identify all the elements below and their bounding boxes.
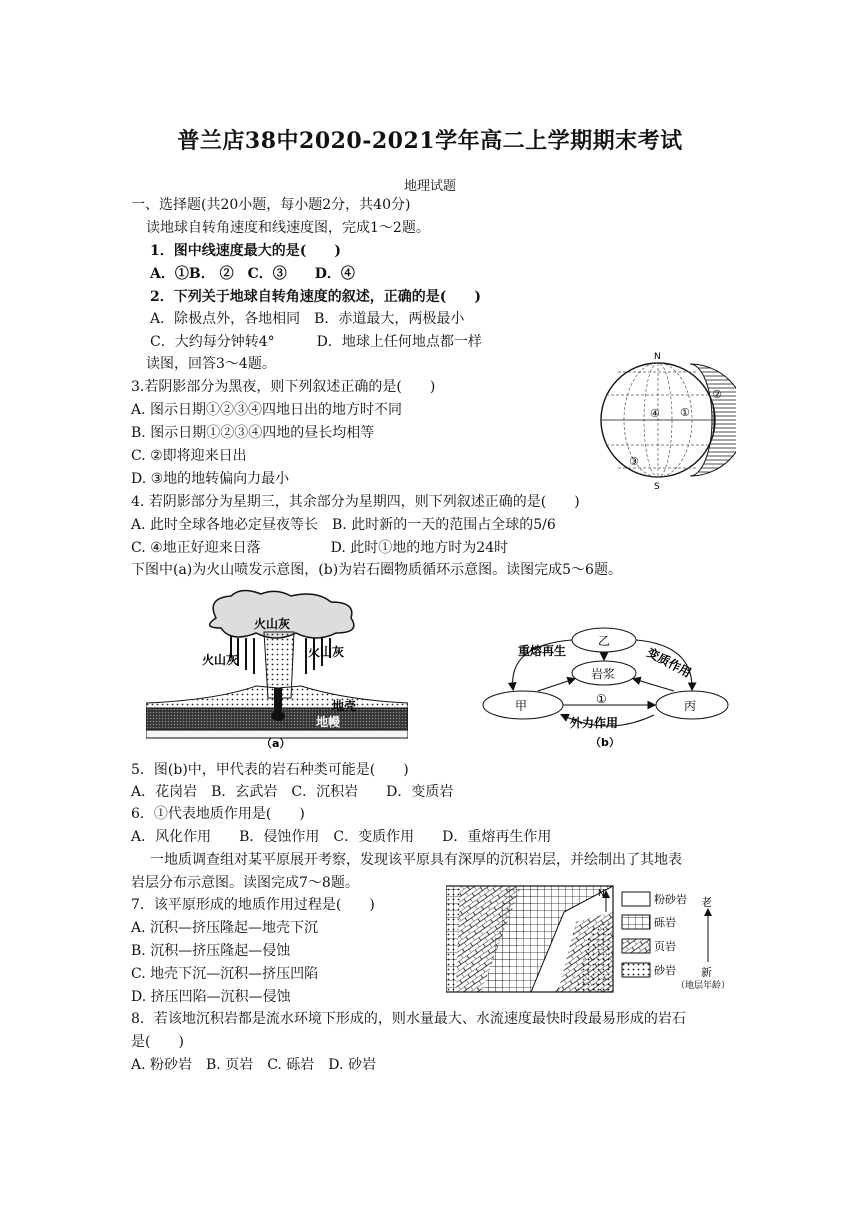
legend-sandstone-label: 砂岩 (654, 964, 676, 977)
magma-chamber (271, 711, 285, 721)
globe-north-label: N (654, 352, 661, 362)
legend-shale-swatch (622, 939, 650, 953)
metamorphism-label: 变质作用 (644, 645, 694, 681)
node-bing-label: 丙 (684, 699, 697, 713)
intro-q3-4: 读图，回答3～4题。 (146, 356, 276, 372)
q2-options-cd: C．大约每分钟转4° D．地球上任何地点都一样 (150, 334, 482, 350)
q7-option-d: D. 挤压凹陷—沉积—侵蚀 (131, 989, 291, 1005)
q8-options: A. 粉砂岩 B. 页岩 C. 砾岩 D. 砂岩 (131, 1057, 376, 1073)
q7-stem: 7．该平原形成的地质作用过程是( ) (131, 897, 375, 913)
ash-label-right: 火山灰 (308, 645, 345, 659)
globe-point-4: ④ (650, 407, 660, 420)
q6-stem: 6．①代表地质作用是( ) (131, 806, 305, 822)
crust-label: 地壳 (332, 699, 357, 713)
intro-q1-2: 读地球自转角速度和线速度图，完成1～2题。 (146, 220, 430, 236)
q4-stem: 4. 若阴影部分为星期三，其余部分为星期四，则下列叙述正确的是( ) (131, 494, 580, 510)
ash-label-top: 火山灰 (254, 617, 291, 631)
globe-point-1: ① (680, 406, 690, 419)
circle-1-label: ① (596, 692, 607, 706)
age-axis-label: （地层年龄） (676, 981, 731, 991)
strata-north-label: N (598, 889, 605, 899)
legend-conglomerate-swatch (622, 915, 650, 929)
ash-label-left: 火山灰 (202, 653, 239, 667)
figure-b-caption: （b） (590, 736, 620, 749)
globe-point-2: ② (712, 388, 722, 401)
q6-options: A．风化作用 B．侵蚀作用 C．变质作用 D．重熔再生作用 (131, 829, 552, 845)
q4-options-ab: A. 此时全球各地必定昼夜等长 B. 此时新的一天的范围占全球的5/6 (131, 517, 556, 533)
section-heading: 一、选择题(共20小题，每小题2分，共40分) (131, 197, 411, 213)
age-old-label: 老 (701, 896, 712, 909)
q1-stem: 1．图中线速度最大的是( ) (150, 243, 341, 259)
q3-option-b: B. 图示日期①②③④四地的昼长均相等 (131, 425, 375, 441)
node-jia-label: 甲 (515, 699, 528, 713)
q2-stem: 2．下列关于地球自转角速度的叙述，正确的是( ) (150, 289, 481, 305)
globe-south-label: S (654, 482, 660, 490)
q5-stem: 5．图(b)中，甲代表的岩石种类可能是( ) (131, 762, 409, 778)
rock-cycle-figure (478, 625, 730, 750)
strata-figure (446, 882, 758, 994)
volcano-figure (146, 588, 408, 750)
globe-point-3: ③ (629, 455, 639, 468)
q3-option-d: D. ③地的地转偏向力最小 (131, 471, 290, 487)
node-magma-label: 岩浆 (591, 667, 616, 681)
legend-siltstone-label: 粉砂岩 (654, 893, 687, 906)
q8-stem-line1: 8．若该地沉积岩都是流水环境下形成的，则水量最大、水流速度最快时段最易形成的岩石 (131, 1011, 686, 1027)
page-title: 普兰店38中2020-2021学年高二上学期期末考试 (177, 128, 683, 154)
q7-option-b: B. 沉积—挤压隆起—侵蚀 (131, 943, 291, 959)
q4-options-cd: C. ④地正好迎来日落 D. 此时①地的地方时为24时 (131, 540, 509, 556)
figure-a-caption: （a） (261, 737, 291, 750)
q5-options: A．花岗岩 B．玄武岩 C．沉积岩 D．变质岩 (131, 784, 454, 800)
external-force-label: 外力作用 (570, 716, 619, 730)
strata-map (446, 886, 613, 992)
intro-q5-6: 下图中(a)为火山喷发示意图，(b)为岩石圈物质循环示意图。读图完成5～6题。 (131, 562, 622, 578)
q3-stem: 3.若阴影部分为黑夜，则下列叙述正确的是( ) (131, 379, 436, 395)
q2-options-ab: A．除极点外，各地相同 B．赤道最大，两极最小 (150, 311, 465, 327)
legend-shale-label: 页岩 (654, 940, 676, 953)
legend-sandstone-swatch (622, 963, 650, 977)
legend-conglomerate-label: 砾岩 (654, 916, 676, 929)
intro-q7-8-line1: 一地质调查组对某平原展开考察，发现该平原具有深厚的沉积岩层，并绘制出了其地表 (150, 852, 682, 868)
q3-option-a: A. 图示日期①②③④四地日出的地方时不同 (131, 402, 403, 418)
q8-stem-line2: 是( ) (131, 1034, 184, 1050)
page-subtitle: 地理试题 (403, 179, 456, 194)
q3-option-c: C. ②即将迎来日出 (131, 448, 247, 464)
q1-options: A．①B． ② C．③ D．④ (150, 266, 355, 282)
q7-option-a: A. 沉积—挤压隆起—地壳下沉 (131, 920, 319, 936)
q7-option-c: C. 地壳下沉—沉积—挤压凹陷 (131, 966, 319, 982)
remelt-label: 重熔再生 (518, 644, 567, 658)
legend-siltstone-swatch (622, 892, 650, 906)
age-new-label: 新 (701, 966, 712, 979)
mantle-label: 地幔 (316, 715, 341, 729)
node-yi-label: 乙 (598, 634, 611, 648)
globe-figure (596, 350, 736, 490)
intro-q7-8-line2: 岩层分布示意图。读图完成7～8题。 (131, 875, 359, 891)
